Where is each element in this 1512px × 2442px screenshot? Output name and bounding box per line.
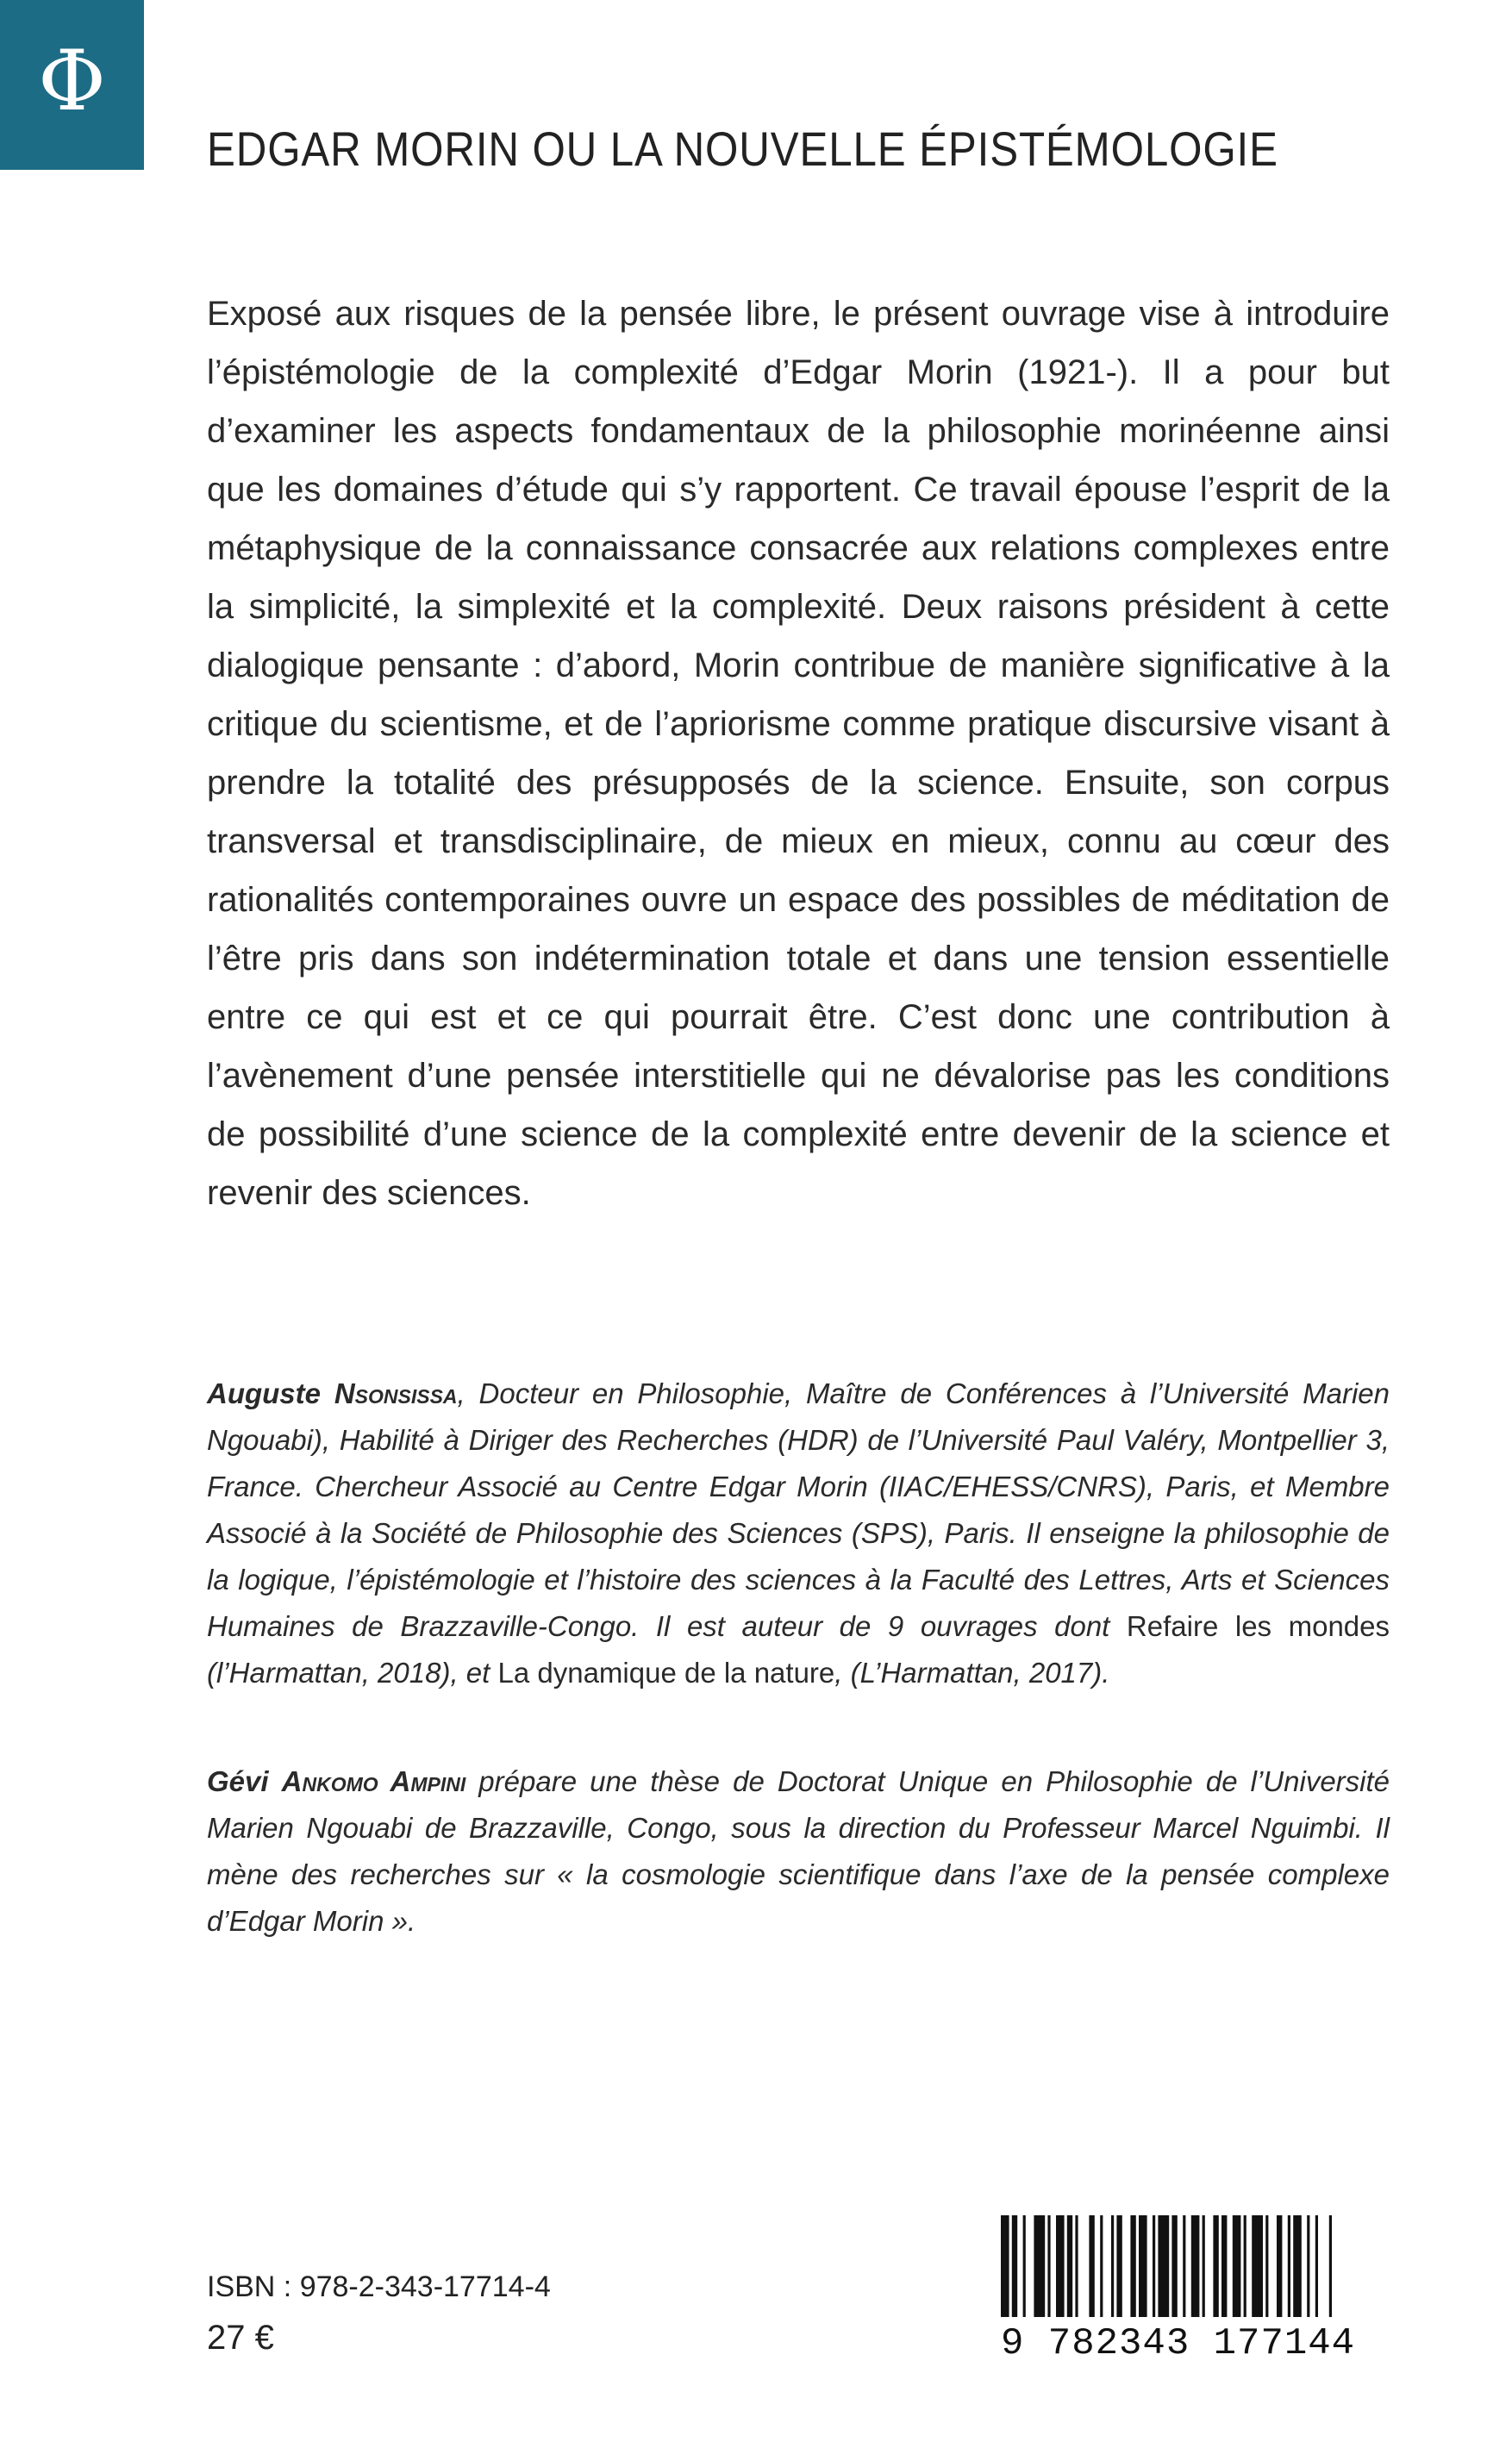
- publisher-logo: [0, 0, 144, 170]
- isbn-label: ISBN : 978-2-343-17714-4: [207, 2270, 551, 2303]
- book-title: EDGAR MORIN OU LA NOUVELLE ÉPISTÉMOLOGIE: [207, 122, 1278, 176]
- author-name: Auguste Nsonsissa: [207, 1377, 458, 1409]
- barcode-digits: 9 782343 177144: [1001, 2322, 1356, 2365]
- author-bio-nsonsissa: Auguste Nsonsissa, Docteur en Philosophie, Maître de Conférences à l’Université Marien Ngouabi), Habilité à Diriger des Recherches (HDR) de l’Université Paul Valéry, Montpellier 3, France. Chercheur Associé au Centre Edgar Morin (IIAC/EHESS/CNRS), Paris, et Membre Associé à la Société de Philosophie des Sciences (SPS), Paris. Il enseigne la philosophie de la logique, l’épistémologie et l’histoire des sciences à la Faculté des Lettres, Arts et Sciences Humaines de Brazzaville-Congo. Il est auteur de 9 ouvrages dont Refaire les mondes (l’Harmattan, 2018), et La dynamique de la nature, (L’Harmattan, 2017).: [207, 1377, 1390, 1689]
- author-bio-ankomo-ampini: Gévi Ankomo Ampini prépare une thèse de Doctorat Unique en Philosophie de l’Université Marien Ngouabi de Brazzaville, Congo, sous la direction du Professeur Marcel Nguimbi. Il mène des recherches sur « la cosmologie scientifique dans l’axe de la pensée complexe d’Edgar Morin ».: [207, 1765, 1390, 1937]
- phi-logo-icon: Φ: [38, 32, 106, 129]
- price-label: 27 €: [207, 2319, 274, 2357]
- book-reference: Refaire les mondes: [1126, 1610, 1390, 1642]
- author-name: Gévi Ankomo Ampini: [207, 1765, 466, 1797]
- book-summary: Exposé aux risques de la pensée libre, le présent ouvrage vise à introduire l’épistémologie de la complexité d’Edgar Morin (1921-). Il a pour but d’examiner les aspects fondamentaux de la philosophie morinéenne ainsi que les domaines d’étude qui s’y rapportent. Ce travail épouse l’esprit de la métaphysique de la connaissance consacrée aux relations complexes entre la simplicité, la simplexité et la complexité. Deux raisons président à cette dialogique pensante : d’abord, Morin contribue de manière significative à la critique du scientisme, et de l’apriorisme comme pratique discursive visant à prendre la totalité des présupposés de la science. Ensuite, son corpus transversal et transdisciplinaire, de mieux en mieux, connu au cœur des rationalités contemporaines ouvre un espace des possibles de méditation de l’être pris dans son indétermination totale et dans une tension essentielle entre ce qui est et ce qui pourrait être. C’est donc une contribution à l’avènement d’une pensée interstitielle qui ne dévalorise pas les conditions de possibilité d’une science de la complexité entre devenir de la science et revenir des sciences.: [207, 295, 1390, 1212]
- book-reference: La dynamique de la nature: [497, 1657, 835, 1689]
